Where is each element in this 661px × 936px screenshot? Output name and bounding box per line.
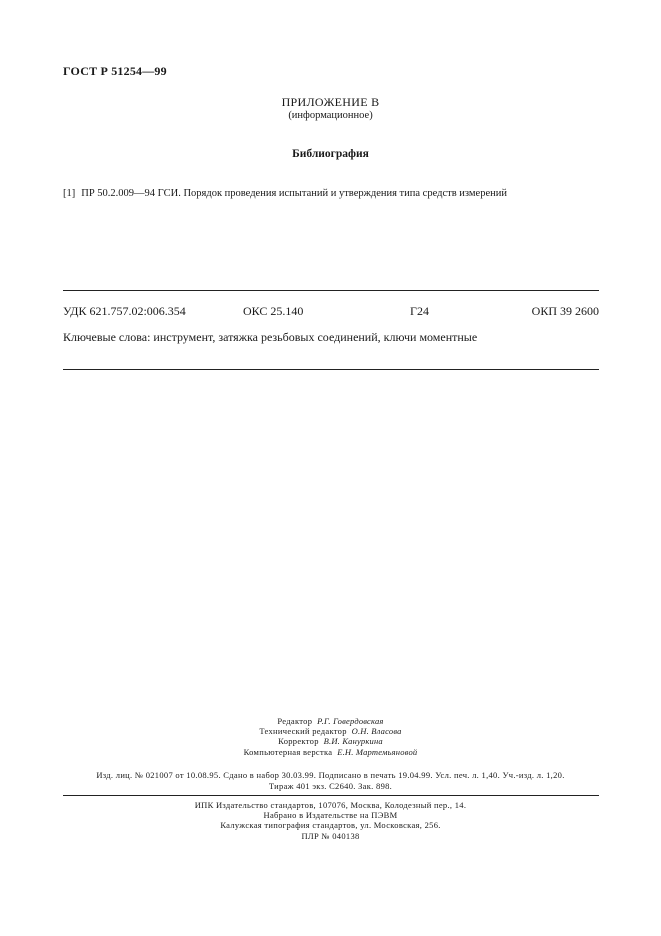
oks-code: ОКС 25.140	[243, 304, 304, 318]
divider-top	[63, 290, 599, 291]
imprint-editor-line	[0, 736, 661, 746]
bibliography-entry-text: ПР 50.2.009—94 ГСИ. Порядок проведения испытаний и утверждения типа средств измерений	[81, 188, 507, 199]
editor-role: Редактор	[277, 716, 313, 726]
okp-code: ОКП 39 2600	[531, 304, 599, 318]
editor-role: Корректор	[278, 736, 319, 747]
editor-role: Компьютерная верстка	[243, 746, 333, 757]
publisher-line: Калужская типография стандартов, ул. Московская, 256.	[220, 820, 441, 831]
publisher-line: ИПК Издательство стандартов, 107076, Москва, Колодезный пер., 14.	[194, 800, 467, 810]
appendix-subtitle: (информационное)	[288, 110, 373, 121]
imprint-editor-line	[0, 747, 661, 757]
editor-name: Р.Г. Говердовская	[317, 716, 384, 726]
editor-name: Е.Н. Мартемьяновой	[337, 746, 418, 757]
udk-code: УДК 621.757.02:006.354	[63, 304, 186, 318]
publisher-line: Набрано в Издательстве на ПЭВМ	[263, 810, 398, 821]
imprint-divider	[63, 795, 599, 796]
imprint-print-info	[0, 770, 661, 791]
bibliography-entry-number: [1]	[63, 188, 76, 199]
page-header-standard-code: ГОСТ Р 51254—99	[63, 64, 167, 78]
publisher-line: ПЛР № 040138	[301, 830, 360, 841]
print-info-line: Тираж 401 экз. С2640. Зак. 898.	[268, 780, 393, 791]
editor-name: О.Н. Власова	[351, 726, 402, 737]
divider-bottom	[63, 369, 599, 370]
imprint-editor-line	[0, 726, 661, 736]
imprint-publisher	[0, 800, 661, 841]
print-info-line: Изд. лиц. № 021007 от 10.08.95. Сдано в набор 30.03.99. Подписано в печать 19.04.99. Усл. печ. л. 1,40. Уч.-изд. л. 1,20.	[96, 770, 565, 780]
bibliography-title: Библиография	[292, 148, 369, 160]
appendix-title: ПРИЛОЖЕНИЕ В	[281, 95, 380, 109]
group-code: Г24	[410, 304, 429, 318]
keywords-line: Ключевые слова: инструмент, затяжка резьбовых соединений, ключи моментные	[63, 330, 478, 344]
bibliography-entry	[63, 188, 507, 199]
editor-name: В.И. Кануркина	[323, 736, 383, 747]
imprint-editor-line	[0, 716, 661, 726]
imprint-editors	[0, 716, 661, 757]
editor-role: Технический редактор	[259, 726, 347, 737]
